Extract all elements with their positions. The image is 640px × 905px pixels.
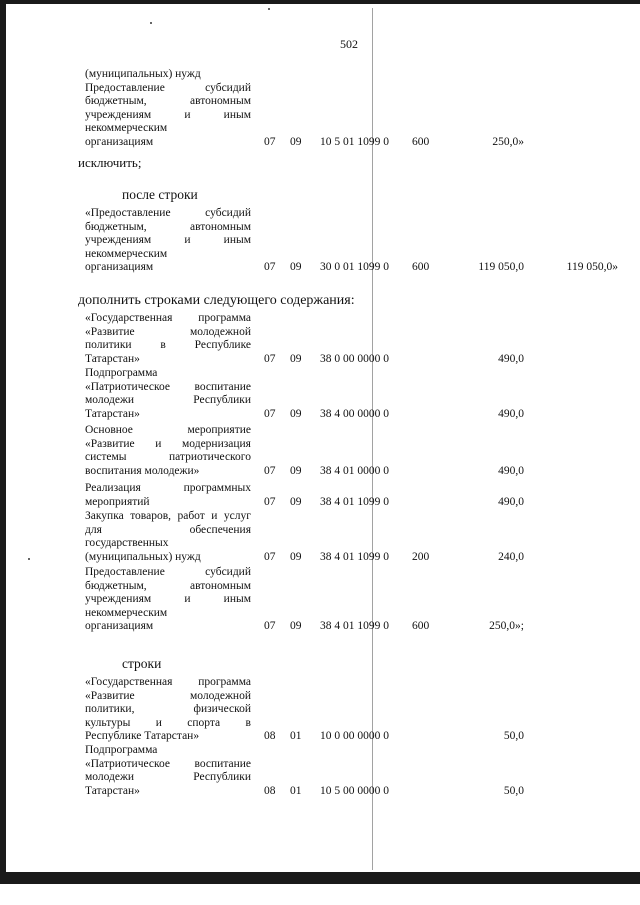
block3-row-description xyxy=(85,482,251,509)
description-word: и xyxy=(155,437,162,450)
description-word: иным xyxy=(223,234,251,246)
description-word: воспитание xyxy=(194,380,251,393)
description-line xyxy=(85,381,251,395)
description-word: молодежи xyxy=(85,394,135,406)
description-word: Предоставление xyxy=(85,81,165,94)
description-line xyxy=(85,690,251,704)
description-word: учреждениям xyxy=(85,593,152,605)
scan-speck xyxy=(28,558,30,560)
block2-target-article: 30 0 01 1099 0 xyxy=(320,261,389,273)
description-word: бюджетным, xyxy=(85,95,147,107)
description-line xyxy=(85,524,251,538)
description-line xyxy=(85,593,251,607)
description-word: политики, xyxy=(85,703,135,715)
description-word: субсидий xyxy=(205,207,251,219)
description-word: модернизация xyxy=(182,437,251,450)
block4-subsection-code: 01 xyxy=(290,730,302,742)
block3-target-article: 38 4 01 1099 0 xyxy=(320,495,389,508)
description-word: учреждениям xyxy=(85,234,152,246)
block1-target-article: 10 5 01 1099 0 xyxy=(320,135,389,148)
block3-expense-type: 200 xyxy=(412,550,430,563)
block4-target-article: 10 0 00 0000 0 xyxy=(320,730,389,742)
block1-row-description xyxy=(85,68,251,82)
description-word: «Развитие xyxy=(85,437,135,450)
description-line xyxy=(85,482,251,496)
block2-amount: 119 050,0 xyxy=(478,261,524,273)
description-word: физической xyxy=(193,703,251,715)
block3-row-description xyxy=(85,312,251,366)
block3-row-description xyxy=(85,566,251,634)
description-line xyxy=(85,424,251,438)
block3-target-article: 38 4 01 1099 0 xyxy=(320,550,389,563)
block4-amount: 50,0 xyxy=(503,784,524,797)
description-line: Татарстан» xyxy=(85,784,140,797)
description-word: обеспечения xyxy=(189,523,251,536)
description-word: и xyxy=(184,108,191,121)
block3-subsection-code: 09 xyxy=(290,550,302,563)
description-word: в xyxy=(245,716,251,729)
description-word: и xyxy=(184,234,191,246)
description-line xyxy=(85,109,251,123)
block3-amount: 490,0 xyxy=(498,352,524,365)
block3-subsection-code: 09 xyxy=(290,495,302,508)
block3-subsection-code: 09 xyxy=(290,352,302,365)
description-word: услуг xyxy=(223,510,251,522)
description-word: воспитание xyxy=(194,757,251,770)
block4-amount: 50,0 xyxy=(503,730,524,742)
scan-border-left xyxy=(0,0,6,880)
description-line: Республике Татарстан» xyxy=(85,730,200,742)
block3-section-code: 07 xyxy=(264,620,276,632)
description-line: Подпрограмма xyxy=(85,367,158,379)
description-word: бюджетным, xyxy=(85,220,147,233)
block3-section-code: 07 xyxy=(264,464,276,477)
description-word: культуры xyxy=(85,716,131,729)
description-line xyxy=(85,758,251,772)
description-line xyxy=(85,95,251,109)
description-line: организациям xyxy=(85,620,154,632)
exclude-text: исключить; xyxy=(78,155,142,170)
block3-row-description xyxy=(85,367,251,421)
description-word: Республики xyxy=(193,394,251,406)
add-lines-instruction: дополнить строками следующего содержания: xyxy=(78,293,355,308)
description-word: мероприятие xyxy=(187,424,251,436)
description-word: молодежи xyxy=(85,771,135,783)
scan-border-bottom xyxy=(0,872,640,884)
block3-amount: 490,0 xyxy=(498,495,524,508)
description-line: некоммерческим xyxy=(85,606,168,619)
block3-subsection-code: 09 xyxy=(290,407,302,420)
description-line: (муниципальных) нужд xyxy=(85,550,201,563)
description-word: программа xyxy=(198,312,251,324)
description-word: «Патриотическое xyxy=(85,757,170,770)
description-word: программных xyxy=(183,482,251,494)
block3-row-description xyxy=(85,510,251,564)
description-word: работ xyxy=(177,510,205,522)
description-word: и xyxy=(155,716,162,729)
description-word: иным xyxy=(223,593,251,605)
block3-subsection-code: 09 xyxy=(290,620,302,632)
description-line: некоммерческим xyxy=(85,247,168,260)
scan-speck xyxy=(268,8,270,10)
block4-row-description xyxy=(85,676,251,744)
description-line xyxy=(85,394,251,408)
block4-section-code: 08 xyxy=(264,784,276,797)
description-line xyxy=(85,207,251,221)
block4-row-description xyxy=(85,744,251,798)
description-line xyxy=(85,703,251,717)
description-line xyxy=(85,771,251,785)
block1-section-code: 07 xyxy=(264,135,276,148)
description-line: Татарстан» xyxy=(85,352,140,365)
description-line: государственных xyxy=(85,537,169,549)
block3-target-article: 38 4 00 0000 0 xyxy=(320,407,389,420)
description-word: Республике xyxy=(194,339,251,351)
block3-section-code: 07 xyxy=(264,550,276,563)
description-word: и xyxy=(184,593,191,605)
scan-speck xyxy=(150,22,152,24)
block4-target-article: 10 5 00 0000 0 xyxy=(320,784,389,797)
description-word: системы xyxy=(85,451,127,463)
description-word: бюджетным, xyxy=(85,579,147,592)
description-word: патриотического xyxy=(168,451,251,463)
scan-border-top xyxy=(0,0,640,4)
block3-amount: 490,0 xyxy=(498,464,524,477)
description-line xyxy=(85,221,251,235)
description-word: учреждениям xyxy=(85,108,152,121)
description-line: мероприятий xyxy=(85,495,150,508)
description-word: «Развитие xyxy=(85,689,135,702)
description-line xyxy=(85,438,251,452)
description-word: молодежной xyxy=(190,689,251,702)
description-word: программа xyxy=(198,676,251,688)
block3-section-code: 07 xyxy=(264,407,276,420)
description-word: в xyxy=(160,339,166,351)
block4-subsection-code: 01 xyxy=(290,784,302,797)
description-word: Реализация xyxy=(85,482,141,494)
block1-subsection-code: 09 xyxy=(290,135,302,148)
block3-subsection-code: 09 xyxy=(290,464,302,477)
description-line xyxy=(85,566,251,580)
description-line xyxy=(85,312,251,326)
block1-row-description xyxy=(85,82,251,150)
description-line: Подпрограмма xyxy=(85,744,158,756)
description-line xyxy=(85,510,251,524)
block1-expense-type: 600 xyxy=(412,135,430,148)
description-line xyxy=(85,339,251,353)
description-word: «Предоставление xyxy=(85,207,171,219)
block3-target-article: 38 0 00 0000 0 xyxy=(320,352,389,365)
description-word: молодежной xyxy=(190,325,251,338)
description-word: субсидий xyxy=(205,566,251,578)
description-line: (муниципальных) нужд xyxy=(85,68,201,80)
description-word: автономным xyxy=(190,579,251,592)
block2-row-description xyxy=(85,207,251,275)
block3-target-article: 38 4 01 0000 0 xyxy=(320,464,389,477)
description-word: Предоставление xyxy=(85,566,165,578)
after-line-heading: после строки xyxy=(122,187,198,202)
page-number: 502 xyxy=(340,37,358,51)
description-word: Закупка xyxy=(85,510,124,522)
description-word: автономным xyxy=(190,95,251,107)
block3-section-code: 07 xyxy=(264,352,276,365)
description-word: «Патриотическое xyxy=(85,380,170,393)
block3-row-description xyxy=(85,424,251,478)
description-word: политики xyxy=(85,339,132,351)
description-word: для xyxy=(85,523,102,536)
block3-amount: 490,0 xyxy=(498,407,524,420)
block2-amount-2: 119 050,0» xyxy=(566,261,618,273)
description-word: Основное xyxy=(85,424,133,436)
description-line: некоммерческим xyxy=(85,122,168,134)
block3-expense-type: 600 xyxy=(412,620,430,632)
description-word: спорта xyxy=(187,716,221,729)
description-word: субсидий xyxy=(205,81,251,94)
block3-section-code: 07 xyxy=(264,495,276,508)
description-word: «Государственная xyxy=(85,676,173,688)
description-word: иным xyxy=(223,108,251,121)
description-line xyxy=(85,676,251,690)
description-line: воспитания молодежи» xyxy=(85,464,200,477)
description-line xyxy=(85,580,251,594)
description-line xyxy=(85,326,251,340)
description-line xyxy=(85,717,251,731)
block3-amount: 250,0»; xyxy=(489,620,524,632)
block4-section-code: 08 xyxy=(264,730,276,742)
description-word: Республики xyxy=(193,771,251,783)
block2-section-code: 07 xyxy=(264,261,276,273)
description-line xyxy=(85,234,251,248)
description-line: организациям xyxy=(85,135,154,148)
description-line xyxy=(85,82,251,96)
block2-expense-type: 600 xyxy=(412,261,430,273)
description-word: автономным xyxy=(190,220,251,233)
lines-heading: строки xyxy=(122,656,162,671)
description-word: «Государственная xyxy=(85,312,173,324)
description-word: и xyxy=(211,510,218,522)
block3-amount: 240,0 xyxy=(498,550,524,563)
block2-subsection-code: 09 xyxy=(290,261,302,273)
description-line xyxy=(85,451,251,465)
description-word: «Развитие xyxy=(85,325,135,338)
description-line: организациям xyxy=(85,261,154,273)
block1-amount: 250,0» xyxy=(492,135,524,148)
description-word: товаров, xyxy=(130,510,171,522)
block3-target-article: 38 4 01 1099 0 xyxy=(320,620,389,632)
description-line: Татарстан» xyxy=(85,407,140,420)
